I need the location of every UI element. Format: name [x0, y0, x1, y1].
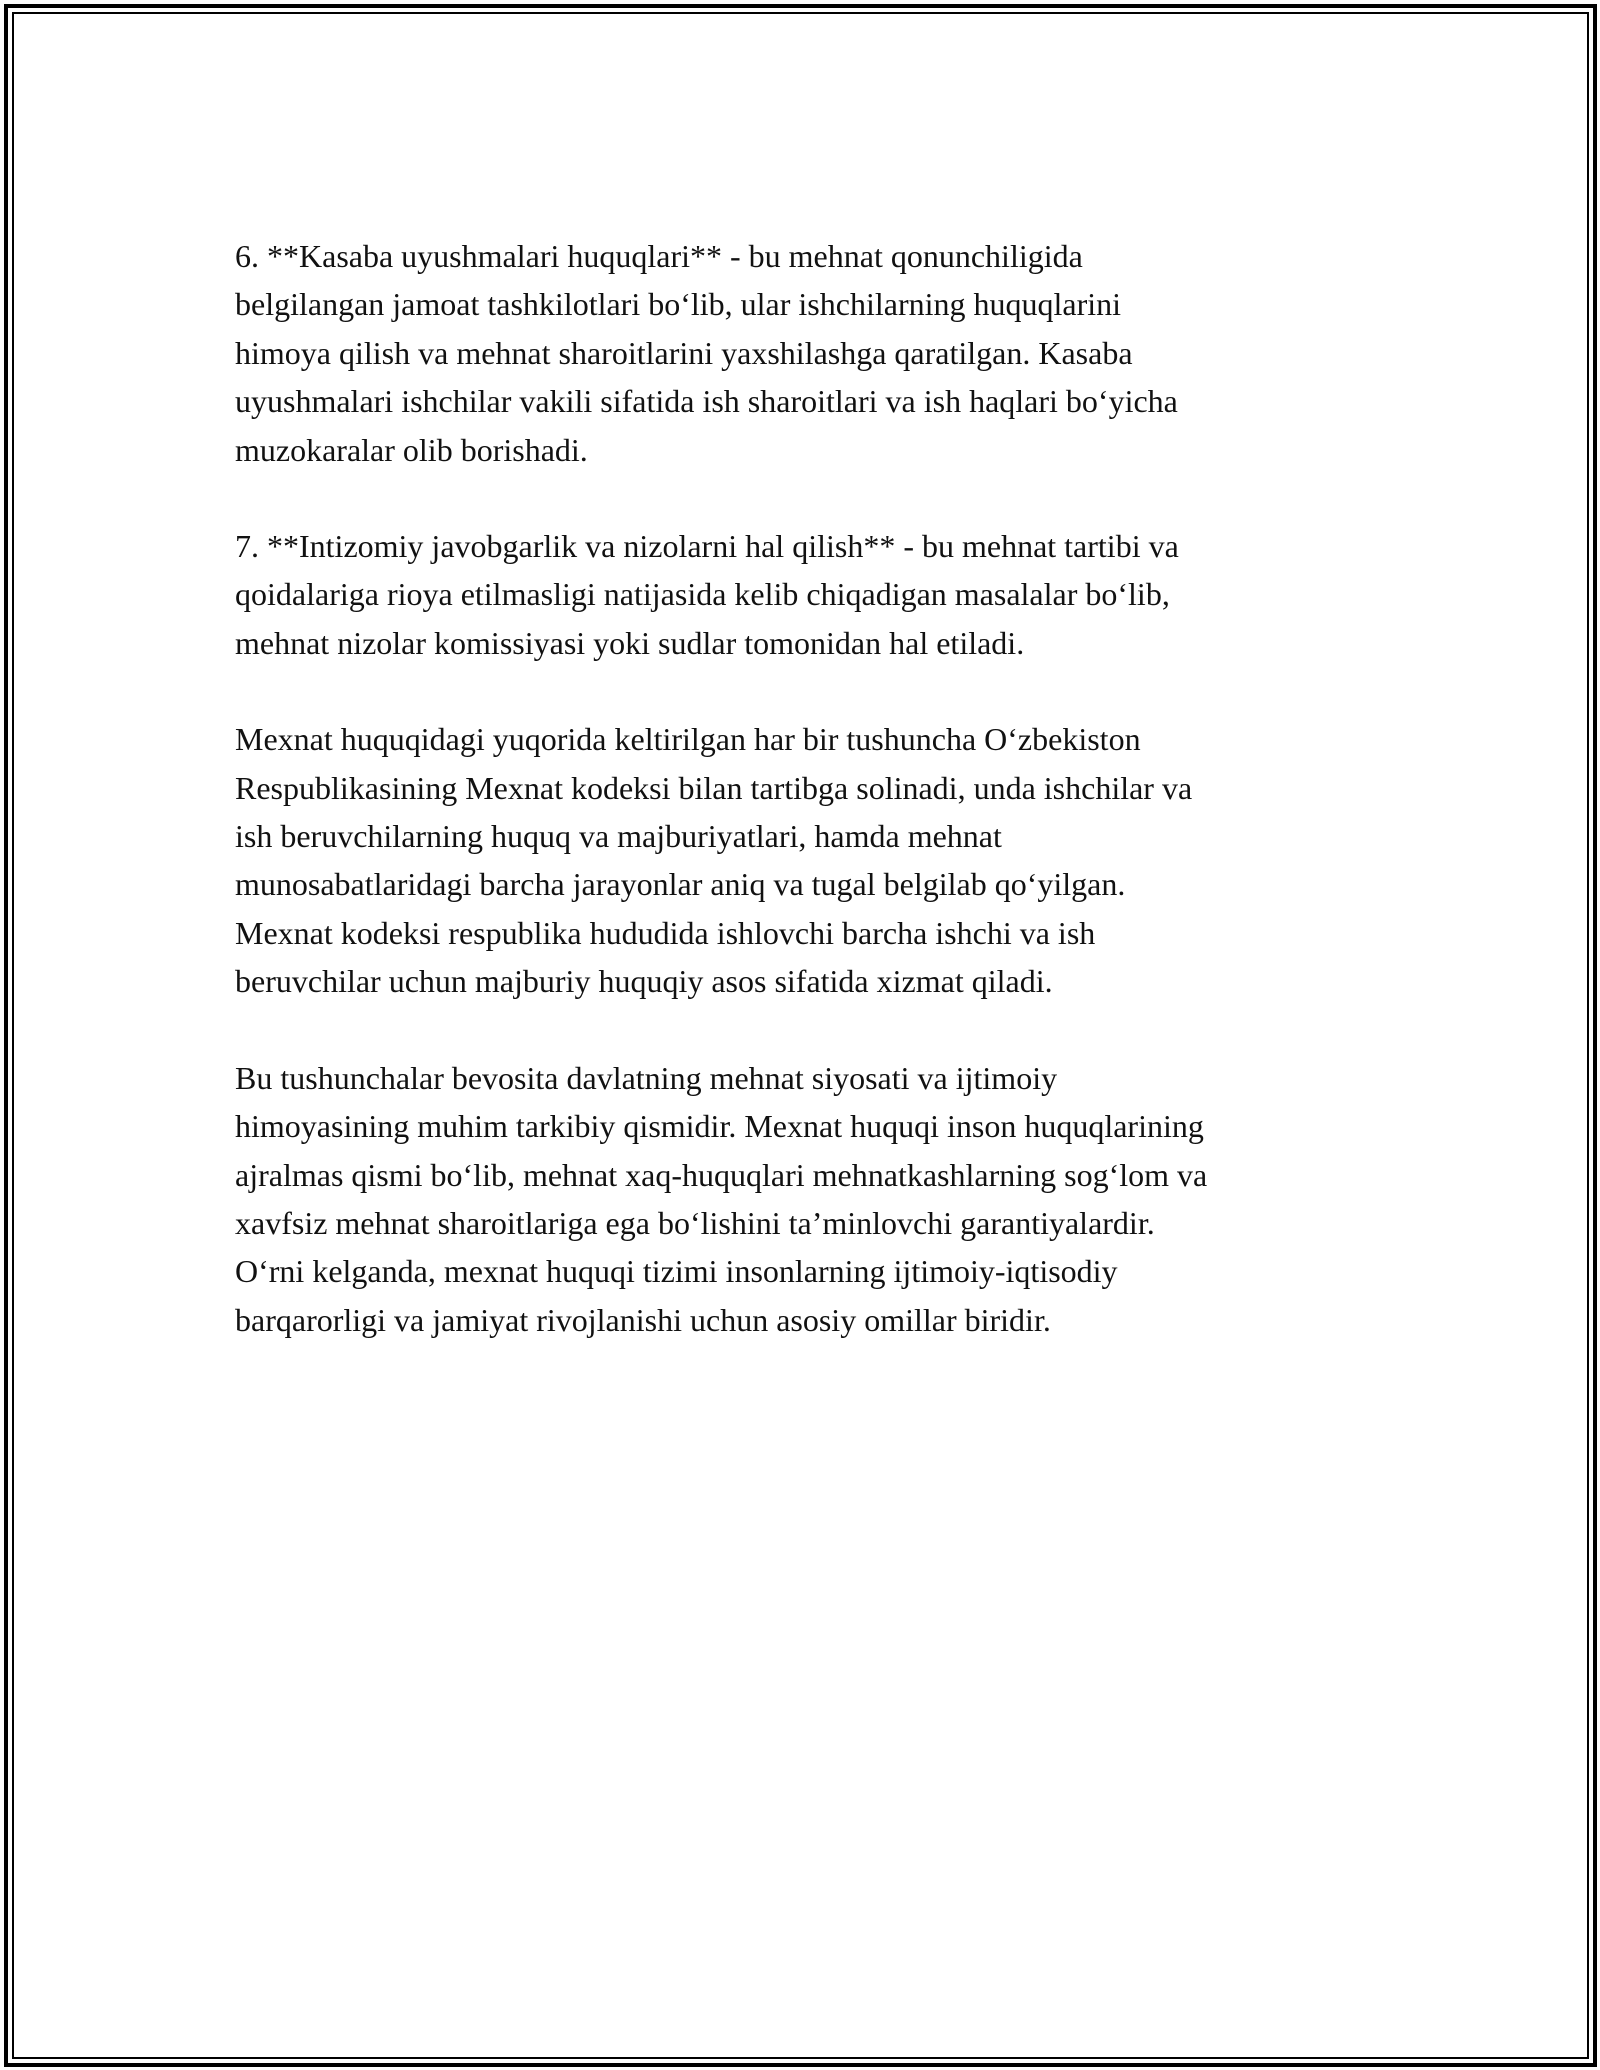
text-line: qoidalariga rioya etilmasligi natijasida kelib chiqadigan masalalar bo‘lib,: [235, 576, 1170, 613]
text-line: Bu tushunchalar bevosita davlatning mehnat siyosati va ijtimoiy: [235, 1059, 1058, 1096]
text-line: xavfsiz mehnat sharoitlariga ega bo‘lishini ta’minlovchi garantiyalardir.: [235, 1204, 1155, 1241]
text-line: belgilangan jamoat tashkilotlari bo‘lib, ular ishchilarning huquqlarini: [235, 286, 1122, 323]
text-line: himoyasining muhim tarkibiy qismidir. Mexnat huquqi inson huquqlarining: [235, 1108, 1204, 1145]
text-line: uyushmalari ishchilar vakili sifatida ish sharoitlari va ish haqlari bo‘yicha: [235, 383, 1178, 420]
text-line: O‘rni kelganda, mexnat huquqi tizimi insonlarning ijtimoiy-iqtisodiy: [235, 1253, 1118, 1290]
text-line: 6. **Kasaba uyushmalari huquqlari** - bu mehnat qonunchiligida: [235, 238, 1083, 274]
text-line: barqarorligi va jamiyat rivojlanishi uchun asosiy omillar biridir.: [235, 1301, 1051, 1338]
document-body: [235, 232, 1365, 1392]
text-line: Respublikasining Mexnat kodeksi bilan tartibga solinadi, unda ishchilar va: [235, 769, 1193, 806]
text-line: Mexnat kodeksi respublika hududida ishlovchi barcha ishchi va ish: [235, 914, 1096, 951]
text-line: Mexnat huquqidagi yuqorida keltirilgan har bir tushuncha O‘zbekiston: [235, 721, 1141, 758]
text-line: 7. **Intizomiy javobgarlik va nizolarni hal qilish** - bu mehnat tartibi va: [235, 528, 1179, 565]
paragraph-labor-code: [235, 715, 1365, 1005]
text-line: ajralmas qismi bo‘lib, mehnat xaq-huquqlari mehnatkashlarning sog‘lom va: [235, 1156, 1208, 1193]
text-line: beruvchilar uchun majburiy huquqiy asos sifatida xizmat qiladi.: [235, 963, 1053, 1000]
paragraph-disciplinary-liability: [235, 522, 1365, 667]
paragraph-trade-union-rights: [235, 232, 1365, 474]
text-line: muzokaralar olib borishadi.: [235, 431, 588, 468]
text-line: munosabatlaridagi barcha jarayonlar aniq va tugal belgilab qo‘yilgan.: [235, 866, 1126, 903]
text-line: himoya qilish va mehnat sharoitlarini yaxshilashga qaratilgan. Kasaba: [235, 334, 1133, 371]
text-line: mehnat nizolar komissiyasi yoki sudlar tomonidan hal etiladi.: [235, 624, 1025, 661]
paragraph-social-protection: [235, 1054, 1365, 1344]
text-line: ish beruvchilarning huquq va majburiyatlari, hamda mehnat: [235, 818, 1002, 855]
